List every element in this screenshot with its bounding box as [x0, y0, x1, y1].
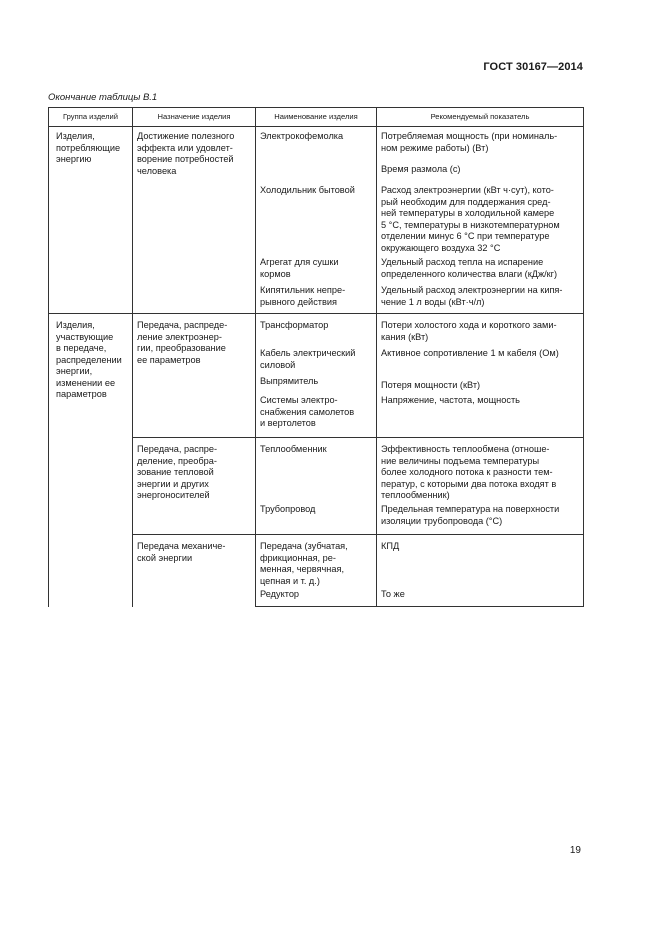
cell-product: Холодильник бытовой — [256, 185, 377, 257]
cell-product: Системы электро- снабжения самолетов и вертолетов — [256, 395, 377, 438]
cell-product: Передача (зубчатая, фрикционная, ре- менная, червячная, цепная и т. д.) — [256, 535, 377, 590]
table-caption: Окончание таблицы В.1 — [48, 92, 158, 103]
header-row — [49, 108, 584, 127]
cell-purpose: Передача, распреде- ление электроэнер- гии, преобразование ее параметров — [133, 314, 256, 438]
cell-indicator: Потеря мощности (кВт) — [377, 376, 584, 395]
cell-indicator: Активное сопротивление 1 м кабеля (Ом) — [377, 348, 584, 376]
cell-indicator: Удельный расход электроэнергии на кипя- чение 1 л воды (кВт·ч/л) — [377, 285, 584, 314]
page-number: 19 — [569, 845, 581, 856]
cell-indicator: КПД — [377, 535, 584, 590]
cell-product: Теплообменник — [256, 438, 377, 505]
cell-indicator: Напряжение, частота, мощность — [377, 395, 584, 438]
cell-product: Редуктор — [256, 589, 377, 607]
cell-indicator: Предельная температура на поверхности изоляции трубопровода (°С) — [377, 504, 584, 535]
cell-product: Кипятильник непре- рывного действия — [256, 285, 377, 314]
cell-purpose: Достижение полезного эффекта или удовлет- ворение потребностей человека — [133, 127, 256, 314]
cell-purpose: Передача механиче- ской энергии — [133, 535, 256, 607]
cell-product: Электрокофемолка — [256, 127, 377, 164]
cell-product: Кабель электрический силовой — [256, 348, 377, 376]
col-header-indicator: Рекомендуемый показатель — [377, 108, 584, 127]
table-row — [49, 127, 584, 164]
cell-group: Изделия, участвующие в передаче, распределении энергии, изменении ее параметров — [49, 314, 133, 607]
cell-product: Выпрямитель — [256, 376, 377, 395]
col-header-purpose: Назначение изделия — [133, 108, 256, 127]
cell-indicator: Потребляемая мощность (при номиналь- ном режиме работы) (Вт) — [377, 127, 584, 164]
cell-purpose: Передача, распре- деление, преобра- зование тепловой энергии и других энергоносителей — [133, 438, 256, 535]
col-header-group: Группа изделий — [49, 108, 133, 127]
cell-product: Трансформатор — [256, 314, 377, 349]
col-header-product: Наименование изделия — [256, 108, 377, 127]
cell-product: Агрегат для сушки кормов — [256, 257, 377, 285]
table-row — [49, 314, 584, 349]
standard-code: ГОСТ 30167—2014 — [483, 61, 583, 73]
cell-indicator: Потери холостого хода и короткого зами- кания (кВт) — [377, 314, 584, 349]
cell-indicator: Время размола (с) — [377, 163, 584, 185]
cell-indicator: Расход электроэнергии (кВт ч·сут), кото- рый необходим для поддержания сред- ней температуры в холодильной камере 5 °С, температуры в низкотемпературном отделении минус 6 °С при температуре окружающего воздуха 32 °С — [377, 185, 584, 257]
cell-indicator: То же — [377, 589, 584, 607]
cell-product — [256, 163, 377, 185]
cell-indicator: Эффективность теплообмена (отноше- ние величины подъема температуры более холодного потока к разности тем- ператур, с которыми два потока входят в теплообменник) — [377, 438, 584, 505]
cell-product: Трубопровод — [256, 504, 377, 535]
cell-group: Изделия, потребляющие энергию — [49, 127, 133, 314]
cell-indicator: Удельный расход тепла на испарение определенного количества влаги (кДж/кг) — [377, 257, 584, 285]
recommended-indicators-table — [48, 107, 584, 607]
